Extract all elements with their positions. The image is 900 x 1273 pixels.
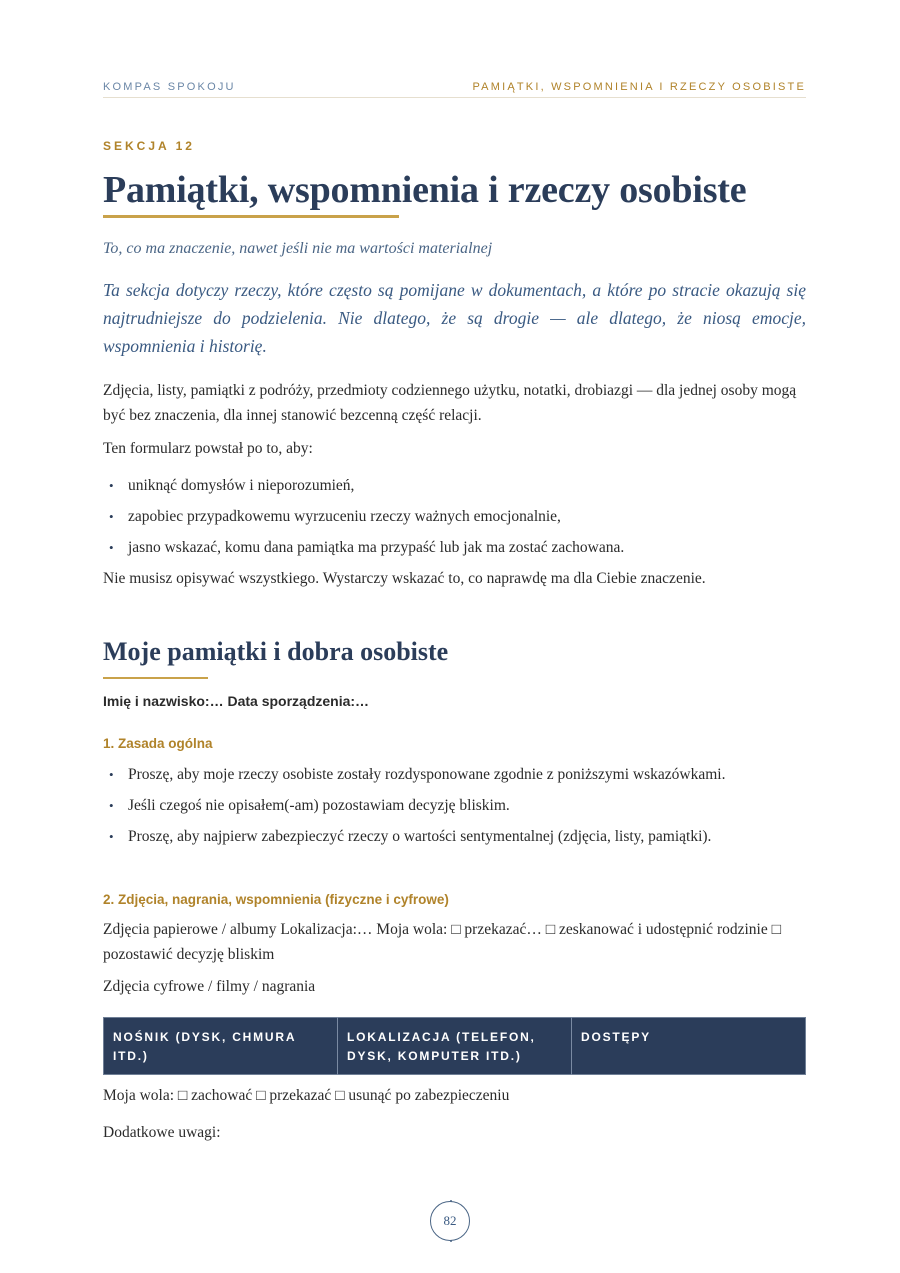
list-item-text: Jeśli czegoś nie opisałem(-am) pozostawiam decyzję bliskim. xyxy=(128,797,510,814)
lead-paragraph: Ta sekcja dotyczy rzeczy, które często są pomijane w dokumentach, a które po stracie okazują się najtrudniejsze do podzielenia. Nie dlatego, że są drogie — ale dlatego, że niosą emocje, wspomnienia i historię. xyxy=(103,280,806,356)
section-subtitle: To, co ma znaczenie, nawet jeśli nie ma wartości materialnej xyxy=(103,240,493,257)
subsection-general-rule: 1. Zasada ogólna xyxy=(103,736,213,751)
list-item-text: zapobiec przypadkowemu wyrzuceniu rzeczy ważnych emocjonalnie, xyxy=(128,508,561,525)
column-header-access: DOSTĘPY xyxy=(581,1030,651,1044)
page-number xyxy=(430,1201,470,1241)
bullet-icon: • xyxy=(109,767,114,782)
bullet-icon: • xyxy=(109,509,114,524)
header-chapter-title: PAMIĄTKI, WSPOMNIENIA I RZECZY OSOBISTE xyxy=(472,81,806,93)
list-item-text: Proszę, aby najpierw zabezpieczyć rzeczy o wartości sentymentalnej (zdjęcia, listy, pamiątki). xyxy=(128,828,712,845)
will-options-line[interactable]: Moja wola: □ zachować □ przekazać □ usunąć po zabezpieczeniu xyxy=(103,1087,510,1104)
header-book-title: KOMPAS SPOKOJU xyxy=(103,81,236,93)
list-item xyxy=(103,762,808,787)
additional-notes-label: Dodatkowe uwagi: xyxy=(103,1124,221,1141)
digital-media-table xyxy=(103,1017,806,1075)
list-item xyxy=(103,476,808,507)
list-item xyxy=(103,538,808,569)
digital-photos-line: Zdjęcia cyfrowe / filmy / nagrania xyxy=(103,978,316,995)
page-number-text: 82 xyxy=(443,1213,457,1228)
closing-paragraph: Nie musisz opisywać wszystkiego. Wystarczy wskazać to, co naprawdę ma dla Ciebie znaczenie. xyxy=(103,570,706,587)
bullet-icon: • xyxy=(109,540,114,555)
bullet-icon: • xyxy=(109,829,114,844)
name-date-fields[interactable]: Imię i nazwisko:… Data sporządzenia:… xyxy=(103,693,370,709)
form-heading: Moje pamiątki i dobra osobiste xyxy=(103,637,449,666)
general-rule-list xyxy=(103,762,808,855)
table-header-row xyxy=(104,1018,806,1075)
list-item xyxy=(103,507,808,538)
bullet-icon: • xyxy=(109,478,114,493)
page-title: Pamiątki, wspomnienia i rzeczy osobiste xyxy=(103,169,747,211)
title-underline xyxy=(103,215,399,218)
paper-photos-line[interactable]: Zdjęcia papierowe / albumy Lokalizacja:… Moja wola: □ przekazać… □ zeskanować i udostępnić rodzinie □ pozostawić decyzję bliskim xyxy=(103,921,781,963)
page-number-tick-top xyxy=(450,1200,452,1202)
intro-paragraph: Zdjęcia, listy, pamiątki z podróży, przedmioty codziennego użytku, notatki, drobiazgi — dla jednej osoby mogą być bez znaczenia, dla innej stanowić bezcenną część relacji. xyxy=(103,382,797,424)
subsection-photos: 2. Zdjęcia, nagrania, wspomnienia (fizyczne i cyfrowe) xyxy=(103,892,449,907)
running-header xyxy=(103,81,806,98)
column-header-location: LOKALIZACJA (TELEFON, DYSK, KOMPUTER ITD.) xyxy=(338,1018,572,1075)
list-item xyxy=(103,793,808,818)
purpose-paragraph: Ten formularz powstał po to, aby: xyxy=(103,440,313,457)
purpose-list xyxy=(103,476,808,569)
list-item-text: jasno wskazać, komu dana pamiątka ma przypaść lub jak ma zostać zachowana. xyxy=(128,539,625,556)
list-item-text: uniknąć domysłów i nieporozumień, xyxy=(128,477,355,494)
list-item-text: Proszę, aby moje rzeczy osobiste zostały rozdysponowane zgodnie z poniższymi wskazówkami. xyxy=(128,766,726,783)
page-number-tick-bottom xyxy=(450,1240,452,1242)
section-label: SEKCJA 12 xyxy=(103,139,195,153)
heading-underline xyxy=(103,677,208,679)
column-header-carrier: NOŚNIK (DYSK, CHMURA ITD.) xyxy=(104,1018,338,1075)
bullet-icon: • xyxy=(109,798,114,813)
list-item xyxy=(103,824,808,849)
